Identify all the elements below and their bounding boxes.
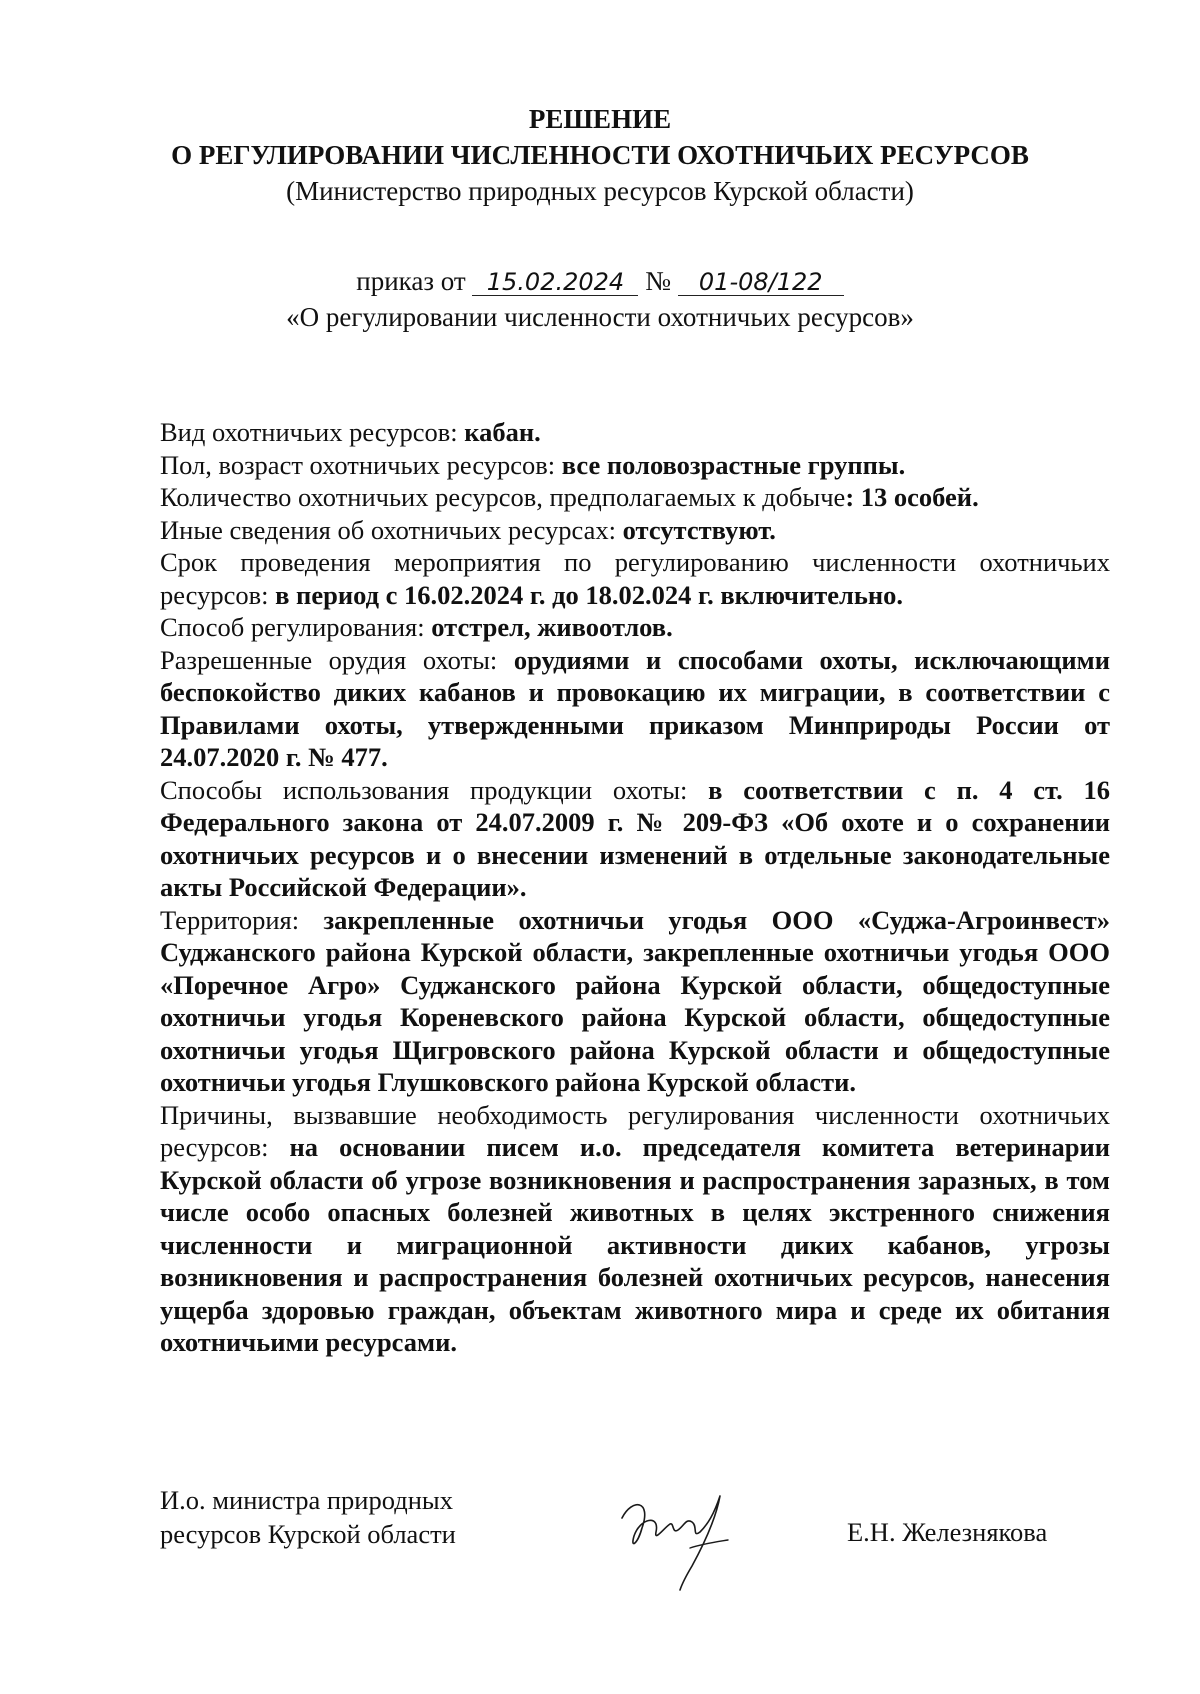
item-label: Иные сведения об охотничьих ресурсах:	[160, 514, 623, 545]
item-other-info	[160, 514, 1110, 547]
order-line	[0, 266, 1200, 297]
document-title: РЕШЕНИЕ	[528, 104, 672, 134]
item-value: в период с 16.02.2024 г. до 18.02.024 г. включительно.	[275, 579, 904, 610]
order-title: «О регулировании численности охотничьих ресурсов»	[286, 302, 914, 332]
item-quantity	[160, 481, 1110, 514]
item-value: закрепленные охотничьи угодья ООО «Суджа-Агроинвест» Суджанского района Курской области, закрепленные охотничьи угодья ООО «Поречное Агро» Суджанского района Курской области, общедоступные охотничьи угодья Кореневского района Курской области, общедоступные охотничьи угодья Щигровского района Курской области и общедоступные охотничьи угодья Глушковского района Курской области.	[160, 904, 1110, 1097]
item-period	[160, 546, 1110, 611]
item-value: : 13 особей.	[845, 482, 979, 512]
item-value: кабан.	[464, 417, 541, 447]
order-number-sign: №	[645, 266, 671, 296]
item-value: в соответствии с п. 4 ст. 16 Федерального закона от 24.07.2009 г. № 209-ФЗ «Об охоте и о сохранении охотничьих ресурсов и о внесении изменений в отдельные законодательные акты Российской Федерации».	[160, 774, 1110, 902]
item-label: Разрешенные орудия охоты:	[160, 644, 514, 675]
item-sex-age	[160, 449, 1110, 482]
item-label: Территория:	[160, 904, 324, 935]
item-species	[160, 416, 1110, 449]
order-number: 01-08/122	[678, 269, 844, 296]
item-label: Способы использования продукции охоты:	[160, 774, 709, 805]
item-tools	[160, 644, 1110, 774]
item-product-use	[160, 774, 1110, 904]
item-value: орудиями и способами охоты, исключающими беспокойство диких кабанов и провокацию их миграции, в соответствии с Правилами охоты, утвержденными приказом Минприроды России от 24.07.2020 г. № 477.	[160, 644, 1110, 772]
issuer-line: (Министерство природных ресурсов Курской области)	[286, 176, 914, 206]
item-label: Вид охотничьих ресурсов:	[160, 417, 465, 447]
item-label: Количество охотничьих ресурсов, предполагаемых к добыче	[160, 482, 846, 512]
item-reasons	[160, 1099, 1110, 1359]
item-value: отстрел, живоотлов.	[431, 612, 673, 642]
item-territory	[160, 904, 1110, 1099]
item-label: Пол, возраст охотничьих ресурсов:	[160, 449, 562, 480]
item-label: Причины, вызвавшие необходимость регулирования численности охотничьих ресурсов:	[160, 1099, 1110, 1162]
order-date: 15.02.2024	[472, 269, 638, 296]
item-method	[160, 611, 1110, 644]
item-value: на основании писем и.о. председателя комитета ветеринарии Курской области об угрозе возникновения и распространения заразных, в том числе особо опасных болезней животных в целях экстренного снижения численности и миграционной активности диких кабанов, угрозы возникновения и распространения болезней охотничьих ресурсов, нанесения ущерба здоровью граждан, объектам животного мира и среде их обитания охотничьими ресурсами.	[160, 1132, 1110, 1357]
item-value: все половозрастные группы.	[561, 449, 906, 480]
document-body	[160, 416, 1110, 1359]
signatory-position	[160, 1483, 456, 1551]
document-subtitle: О РЕГУЛИРОВАНИИ ЧИСЛЕННОСТИ ОХОТНИЧЬИХ РЕСУРСОВ	[171, 140, 1029, 170]
item-label: Срок проведения мероприятия по регулированию численности охотничьих ресурсов:	[160, 547, 1110, 610]
handwritten-signature	[612, 1488, 742, 1598]
signatory-name: Е.Н. Железнякова	[847, 1517, 1048, 1547]
position-line: И.о. министра природных	[160, 1485, 453, 1515]
order-prefix: приказ от	[356, 266, 466, 296]
item-value: отсутствуют.	[622, 514, 776, 545]
item-label: Способ регулирования:	[160, 612, 432, 642]
position-line: ресурсов Курской области	[160, 1519, 456, 1549]
